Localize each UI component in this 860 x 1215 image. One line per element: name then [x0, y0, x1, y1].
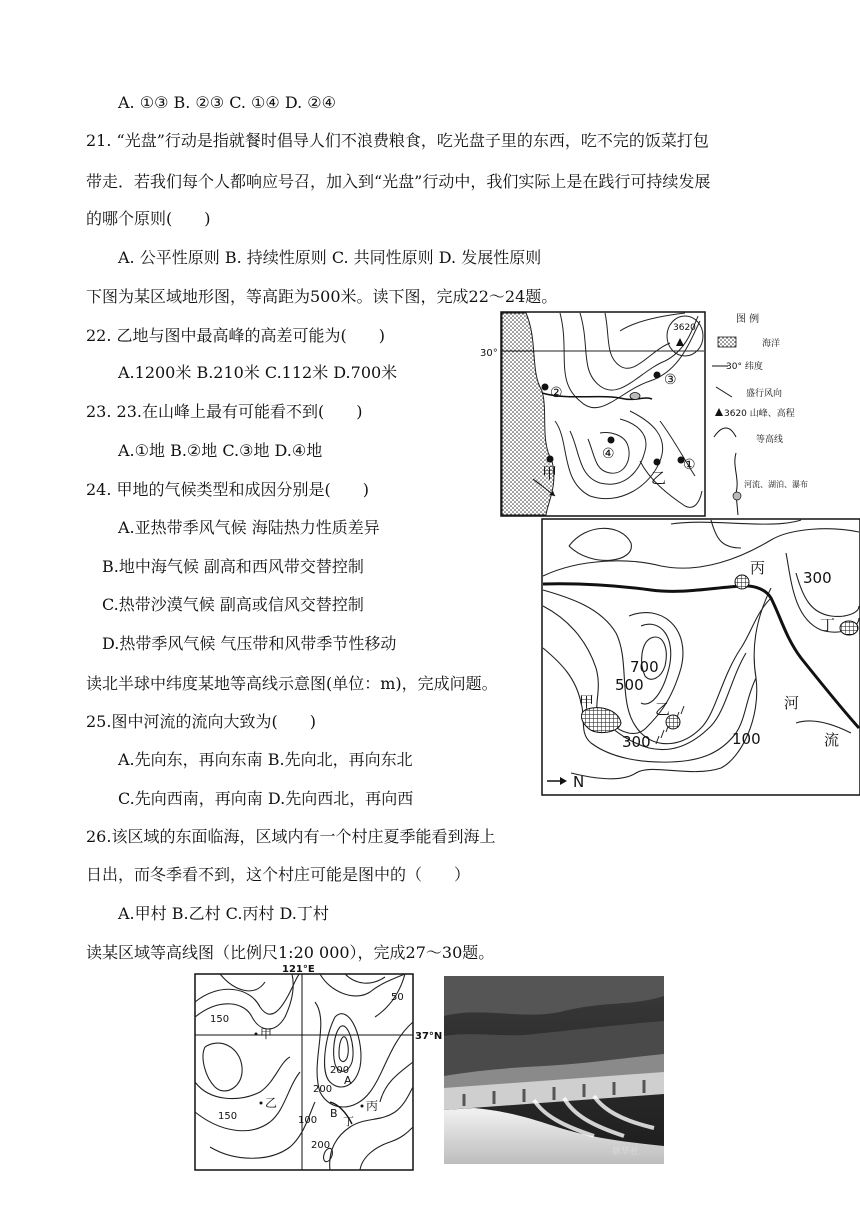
dam-photo-svg: [444, 976, 664, 1164]
legend-river-icon: [735, 453, 738, 515]
lat-label-map3: 37°N: [415, 1031, 443, 1042]
legend-lake-icon: [733, 492, 741, 500]
yi-dot: [654, 459, 661, 466]
point-3-label: ③: [664, 372, 677, 388]
legend-lat: 30° 纬度: [726, 362, 763, 372]
contour-150-b: 150: [218, 1111, 238, 1122]
point-1-label: ①: [683, 457, 696, 473]
legend-river: 河流、湖泊、瀑布: [744, 480, 808, 489]
q21-stem-line3: 的哪个原则( ): [86, 209, 211, 228]
contour-river-map-figure: [541, 518, 860, 796]
q21-stem-line1: 21. “光盘”行动是指就餐时倡导人们不浪费粮食，吃光盘子里的东西，吃不完的饭菜打包: [86, 131, 709, 150]
contour-river-map: [541, 518, 860, 796]
q24-option-a: A.亚热带季风气候 海陆热力性质差异: [118, 518, 380, 537]
contour-200-b: 200: [313, 1084, 333, 1095]
terrain-map-lat-label: 30°: [480, 348, 498, 359]
contour-300-label-a: 300: [803, 569, 832, 587]
legend-peak-icon: [715, 408, 723, 416]
q23-options: A.①地 B.②地 C.③地 D.④地: [118, 441, 323, 460]
legend-wind: 盛行风向: [746, 389, 783, 399]
q26-options: A.甲村 B.乙村 C.丙村 D.丁村: [118, 904, 329, 923]
contour-100: 100: [298, 1115, 318, 1126]
lake: [630, 393, 640, 400]
jia-label: 甲: [542, 464, 558, 482]
q22-stem: 22. 乙地与图中最高峰的高差可能为( ): [86, 326, 386, 345]
river-label-1: 河: [784, 694, 800, 712]
contour-50: 50: [391, 992, 404, 1003]
peak-elevation: 3620: [673, 323, 696, 333]
contour-200-a: 200: [330, 1065, 350, 1076]
photo-watermark: 新华社: [612, 1147, 640, 1157]
bing-label-map3: 丙: [366, 1099, 379, 1113]
bing-label: 丙: [750, 559, 766, 577]
q25-stem: 25.图中河流的流向大致为( ): [86, 712, 316, 731]
contour-300-label-b: 300: [622, 733, 651, 751]
river-label-2: 流: [824, 731, 840, 749]
intro-27-30: 读某区域等高线图（比例尺1:20 000），完成27～30题。: [86, 943, 495, 962]
q25-options-cd: C.先向西南，再向南 D.先向西北，再向西: [118, 789, 414, 808]
point-3-dot: [654, 372, 661, 379]
q26-stem-line2: 日出，而冬季看不到，这个村庄可能是图中的（ ）: [86, 865, 471, 884]
area-contour-map: [180, 962, 443, 1172]
jia-label-map2: 甲: [579, 693, 595, 711]
bing-village-icon: [735, 575, 749, 589]
north-label: N: [573, 773, 585, 791]
point-4-label: ④: [602, 446, 615, 462]
legend-ocean: 海洋: [762, 339, 781, 349]
contour-map-frame: [542, 519, 860, 795]
bing-dot-map3: [361, 1105, 364, 1108]
q23-stem: 23. 23.在山峰上最有可能看不到( ): [86, 402, 363, 421]
legend-contour: 等高线: [756, 435, 784, 445]
contour-150-a: 150: [210, 1014, 230, 1025]
point-4-dot: [608, 437, 615, 444]
terrain-map: [500, 311, 860, 517]
q20-options: A. ①③ B. ②③ C. ①④ D. ②④: [118, 93, 336, 112]
q21-stem-line2: 带走．若我们每个人都响应号召，加入到“光盘”行动中，我们实际上是在践行可持续发展: [86, 172, 711, 191]
lon-label: 121°E: [282, 964, 315, 975]
contour-100-label: 100: [732, 730, 761, 748]
map-legend: [712, 312, 808, 515]
legend-wind-arrow: [716, 387, 732, 397]
q24-option-d: D.热带季风气候 气压带和风带季节性移动: [102, 634, 397, 653]
ding-label: 丁: [820, 616, 836, 634]
intro-22-24: 下图为某区域地形图，等高距为500米。读下图，完成22～24题。: [86, 287, 558, 306]
jia-dot: [547, 456, 554, 463]
q24-stem: 24. 甲地的气候类型和成因分别是( ): [86, 480, 370, 499]
point-2-label: ②: [550, 385, 563, 401]
q24-option-c: C.热带沙漠气候 副高或信风交替控制: [102, 595, 364, 614]
ding-label-map3: 丁: [343, 1115, 354, 1128]
intro-25-26: 读北半球中纬度某地等高线示意图(单位：m)，完成问题。: [86, 674, 498, 693]
q22-options: A.1200米 B.210米 C.112米 D.700米: [118, 363, 398, 382]
point-b-label: B: [330, 1107, 338, 1120]
ding-village-icon: [840, 621, 858, 635]
jia-label-map3: 甲: [260, 1027, 273, 1041]
yi-label-map2: 乙: [655, 700, 671, 718]
dam-photo: [444, 976, 664, 1164]
point-a-label: A: [344, 1074, 352, 1087]
contour-500-label: 500: [615, 676, 644, 694]
legend-contour-icon: [714, 428, 736, 437]
q21-options: A. 公平性原则 B. 持续性原则 C. 共同性原则 D. 发展性原则: [118, 248, 542, 267]
yi-label: 乙: [651, 469, 667, 487]
q26-stem-line1: 26.该区域的东面临海，区域内有一个村庄夏季能看到海上: [86, 827, 496, 846]
contour-200-c: 200: [311, 1140, 331, 1151]
contour-700-label: 700: [630, 658, 659, 676]
terrain-map-figure: [500, 311, 860, 517]
yi-label-map3: 乙: [265, 1096, 278, 1110]
point-2-dot: [542, 384, 549, 391]
legend-ocean-swatch: [718, 337, 736, 347]
q24-option-b: B.地中海气候 副高和西风带交替控制: [102, 557, 364, 576]
jia-dot-map3: [255, 1033, 258, 1036]
area-contour-map-figure: [180, 962, 443, 1172]
legend-title: 图 例: [736, 314, 760, 325]
q25-options-ab: A.先向东，再向东南 B.先向北，再向东北: [118, 750, 413, 769]
yi-dot-map3: [260, 1102, 263, 1105]
legend-peak: 3620 山峰、高程: [724, 409, 795, 419]
